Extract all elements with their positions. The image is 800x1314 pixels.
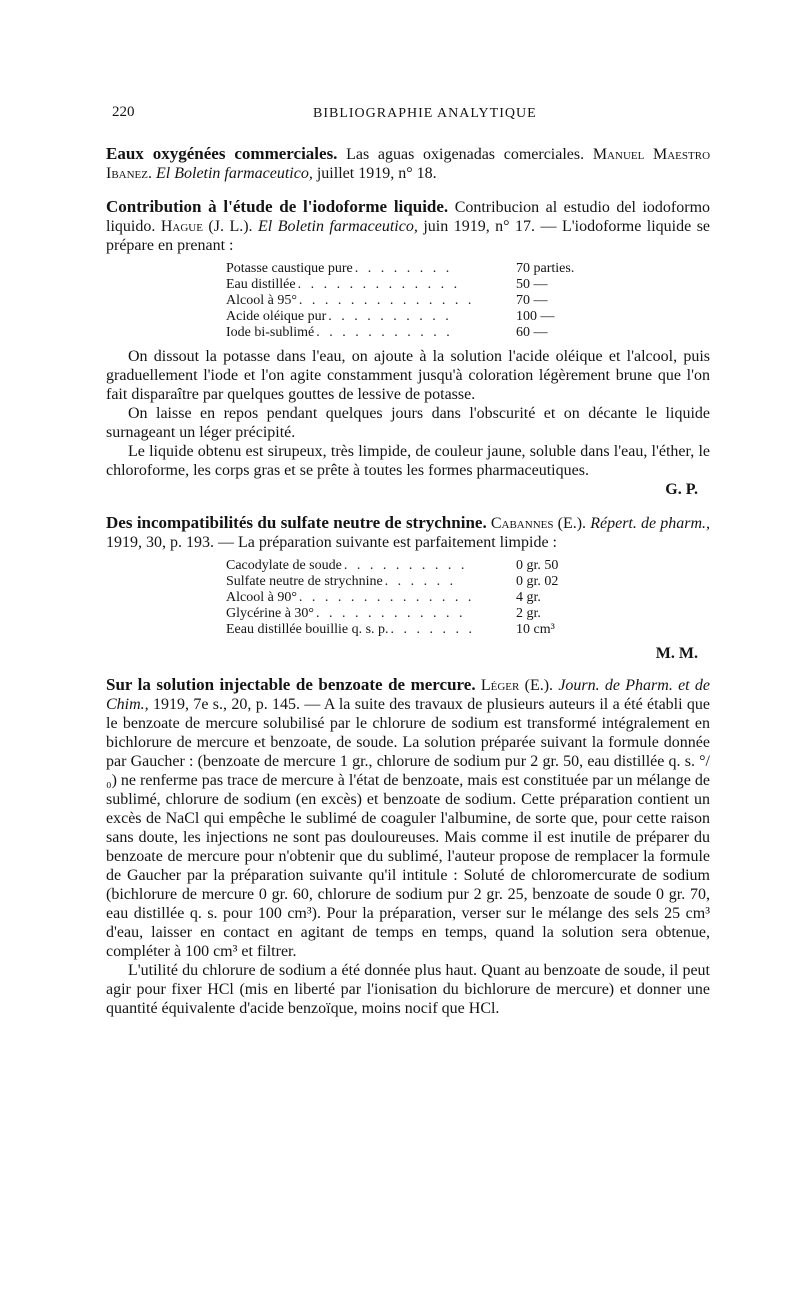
recipe-ingredient: Cacodylate de soude xyxy=(226,558,342,573)
recipe-leader-dots: . . . . . . xyxy=(384,574,457,589)
entry-author: Hague (J. L.). xyxy=(160,218,253,235)
body-paragraph: On laisse en repos pendant quelques jours dans l'obscurité et on décante le liquide surnageant un léger précipité. xyxy=(106,405,710,441)
entry-title: Sur la solution injectable de benzoate de mercure. xyxy=(106,675,476,694)
page-header xyxy=(106,100,710,128)
entry-journal: Répert. de pharm., xyxy=(590,515,711,532)
recipe-leader-dots: . . . . . . . . . . xyxy=(343,558,468,573)
recipe-quantity: 10 cm³ xyxy=(516,622,555,637)
body-paragraph: L'utilité du chlorure de sodium a été donnée plus haut. Quant au benzoate de soude, il peut agir pour fixer HCl (mis en liberté par l'ionisation du bichlorure de mercure) et donner une quantité équivalente d'acide benzoïque, moins nocif que HCl. xyxy=(106,962,710,1017)
entry-signature: M. M. xyxy=(655,645,698,662)
recipe-row xyxy=(226,277,596,293)
recipe-quantity: 70 — xyxy=(516,293,548,308)
entry-body xyxy=(106,197,710,255)
entry-citation: juillet 1919, n° 18. xyxy=(316,165,437,182)
recipe-ingredient: Iode bi-sublimé xyxy=(226,325,315,340)
entry-journal: El Boletin farmaceutico, xyxy=(156,165,313,182)
recipe-quantity: 2 gr. xyxy=(516,606,541,621)
page xyxy=(106,100,710,1018)
recipe-quantity: 100 — xyxy=(516,309,555,324)
recipe-quantity: 70 parties. xyxy=(516,261,575,276)
recipe-quantity: 50 — xyxy=(516,277,548,292)
entry-eaux-oxygenees xyxy=(106,144,710,183)
entry-citation: 1919, 7e s., 20, p. 145. — A la suite des travaux de plusieurs auteurs il a été établi que le benzoate de mercure solubilisé par le chlorure de sodium est transformé intégralement en bichlorure de mercure et benzoate, de soude. La solution préparée suivant la formule donnée par Gaucher : (benzoate de mercure 1 gr., chlorure de sodium pur 2 gr. 50, eau distillée q. s. °/₀) ne renferme pas trace de mercure à l'état de benzoate, mais est constituée par un mélange de sublimé, chlorure de sodium (en excès) et benzoate de sodium. Cette préparation contient un excès de NaCl qui empêche le sublimé de coaguler l'albumine, de sorte que, pour cette raison sans doute, les injections ne sont pas douloureuses. Mais comme il est inutile de préparer du benzoate de mercure pour n'obtenir que du sublimé, l'auteur propose de remplacer la formule de Gaucher par la préparation suivante qu'il intitule : Soluté de chloromercurate de sodium (bichlorure de mercure 0 gr. 60, chlorure de sodium pur 2 gr. 25, benzoate de soude 0 gr. 70, eau distillée q. s. pour 100 cm³). Pour la préparation, verser sur le mélange des sels 25 cm³ d'eau, laisser en contact en agitant de temps en temps, quand la solution sera obtenue, compléter à 100 cm³ et filtrer. xyxy=(106,696,711,960)
entry-citation: juin 1919, n° 17. — L'iodoforme liquide se prépare en prenant : xyxy=(106,218,711,254)
recipe-row xyxy=(226,558,596,574)
entry-translated-title: Las aguas oxigenadas comerciales. xyxy=(346,146,585,163)
recipe-quantity: 4 gr. xyxy=(516,590,541,605)
recipe-row xyxy=(226,261,596,277)
entry-iodoforme-liquide xyxy=(106,197,710,499)
entry-title: Contribution à l'étude de l'iodoforme liquide. xyxy=(106,197,449,216)
recipe-row xyxy=(226,309,596,325)
recipe-leader-dots: . . . . . . . . . . xyxy=(328,309,452,324)
recipe-row xyxy=(226,574,596,590)
entry-journal: El Boletin farmaceutico, xyxy=(258,218,418,235)
recipe-leader-dots: . . . . . . . . . . . . . . xyxy=(298,293,475,308)
recipe-ingredient: Glycérine à 30° xyxy=(226,606,315,621)
recipe-ingredient: Eau distillée xyxy=(226,277,296,292)
entry-citation: 1919, 30, p. 193. — La préparation suivante est parfaitement limpide : xyxy=(106,534,557,551)
entry-title: Des incompatibilités du sulfate neutre de strychnine. xyxy=(106,513,487,532)
recipe-ingredient: Potasse caustique pure xyxy=(226,261,353,276)
recipe-row xyxy=(226,293,596,309)
entry-signature: G. P. xyxy=(665,481,698,498)
entry-benzoate-mercure xyxy=(106,675,710,1018)
recipe-ingredient: Acide oléique pur xyxy=(226,309,327,324)
entry-body xyxy=(106,513,710,552)
recipe-quantity: 0 gr. 50 xyxy=(516,558,559,573)
entry-body xyxy=(106,675,710,961)
recipe-leader-dots: . . . . . . . xyxy=(390,622,476,637)
recipe-leader-dots: . . . . . . . . . . . . . xyxy=(297,277,461,292)
entry-translated-title: Contribucion al estudio del iodoformo liquido. xyxy=(106,199,711,235)
recipe-row xyxy=(226,606,596,622)
body-paragraph: On dissout la potasse dans l'eau, on ajoute à la solution l'acide oléique et l'alcool, puis graduellement l'iode et l'on agite constamment jusqu'à coloration légèrement brune que l'on fait disparaître par quelques gouttes de lessive de potasse. xyxy=(106,348,710,403)
recipe-ingredient: Sulfate neutre de strychnine xyxy=(226,574,383,589)
recipe-quantity: 60 — xyxy=(516,325,548,340)
entry-body xyxy=(106,144,710,183)
entry-author: Cabannes (E.). xyxy=(490,515,587,532)
entry-author: Manuel Maestro Ibanez. xyxy=(106,146,711,182)
recipe-row xyxy=(226,325,596,341)
entry-author: Léger (E.). xyxy=(480,677,554,694)
recipe-ingredient: Eeau distillée bouillie q. s. p. xyxy=(226,622,389,637)
recipe-quantity: 0 gr. 02 xyxy=(516,574,559,589)
recipe-table xyxy=(226,261,596,341)
recipe-table xyxy=(226,558,596,638)
recipe-leader-dots: . . . . . . . . xyxy=(354,261,453,276)
recipe-ingredient: Alcool à 95° xyxy=(226,293,297,308)
recipe-leader-dots: . . . . . . . . . . . . xyxy=(316,606,466,621)
running-title: BIBLIOGRAPHIE ANALYTIQUE xyxy=(313,106,537,121)
recipe-ingredient: Alcool à 90° xyxy=(226,590,297,605)
recipe-leader-dots: . . . . . . . . . . . . . . xyxy=(298,590,475,605)
page-number: 220 xyxy=(112,104,135,120)
recipe-leader-dots: . . . . . . . . . . . xyxy=(316,325,453,340)
entry-title: Eaux oxygénées commerciales. xyxy=(106,144,338,163)
recipe-row xyxy=(226,590,596,606)
recipe-row xyxy=(226,622,596,638)
entry-sulfate-strychnine xyxy=(106,513,710,663)
entry-journal: Journ. de Pharm. et de Chim., xyxy=(106,677,710,713)
body-paragraph: Le liquide obtenu est sirupeux, très limpide, de couleur jaune, soluble dans l'eau, l'éther, le chloroforme, les corps gras et se prête à toutes les formes pharmaceutiques. xyxy=(106,443,710,479)
